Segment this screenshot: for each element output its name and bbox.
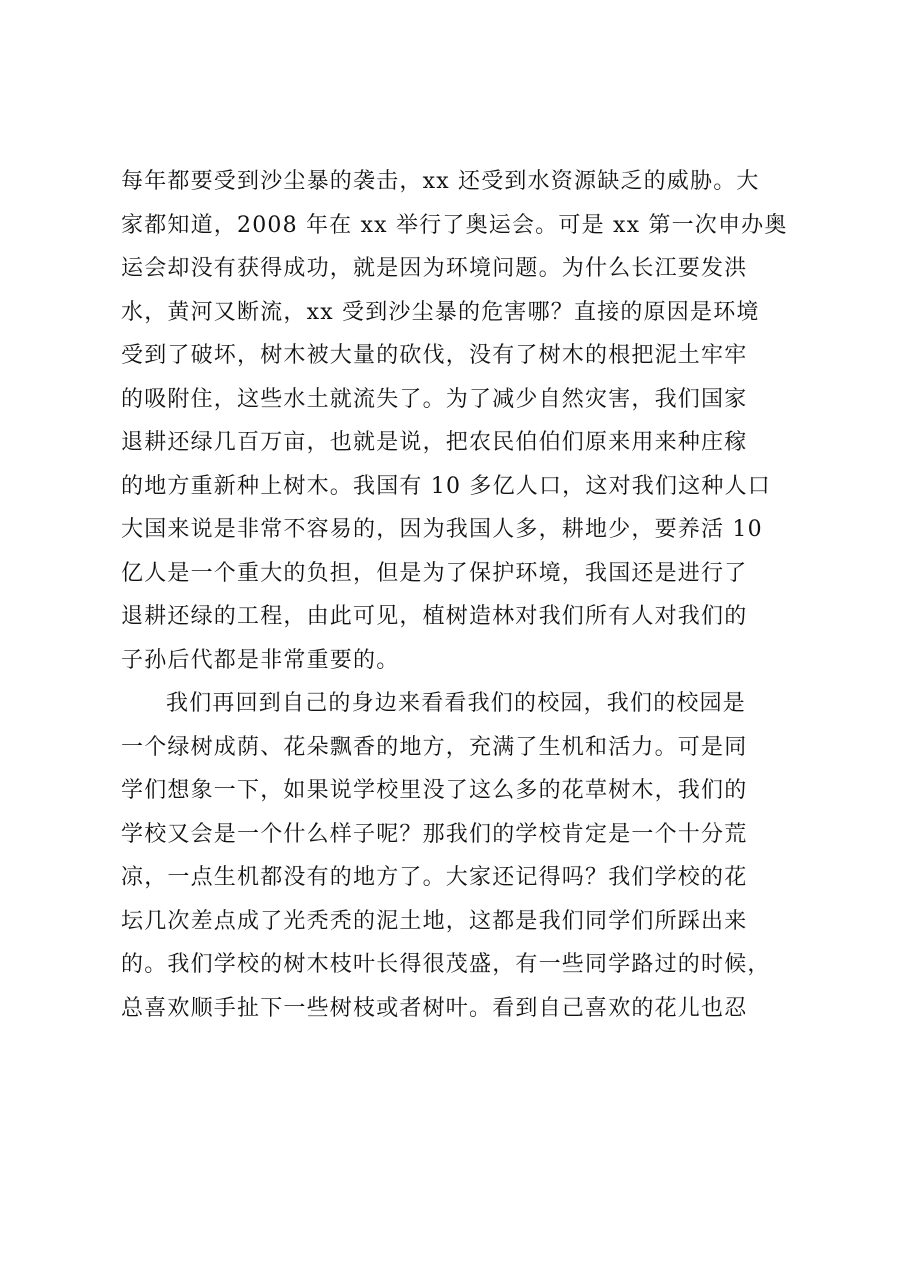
document-body (121, 160, 801, 1030)
text-line: 家都知道，2008 年在 xx 举行了奥运会。可是 xx 第一次申办奥 (121, 212, 788, 238)
text-line: 运会却没有获得成功，就是因为环境问题。为什么长江要发洪 (121, 256, 748, 281)
text-line: 学校又会是一个什么样子呢？那我们的学校肯定是一个十分荒 (121, 821, 748, 847)
text-line: 受到了破坏，树木被大量的砍伐，没有了树木的根把泥土牢牢 (121, 343, 748, 368)
text-line: 退耕还绿几百万亩，也就是说，把农民伯伯们原来用来种庄稼 (121, 430, 748, 455)
text-line: 的地方重新种上树木。我国有 10 多亿人口，这对我们这种人口 (121, 473, 771, 499)
text-line: 退耕还绿的工程，由此可见，植树造林对我们所有人对我们的 (121, 604, 748, 629)
text-line: 每年都要受到沙尘暴的袭击，xx 还受到水资源缺乏的威胁。大 (121, 169, 760, 194)
text-line: 凉，一点生机都没有的地方了。大家还记得吗？我们学校的花 (121, 865, 748, 890)
text-line: 子孙后代都是非常重要的。 (121, 647, 400, 673)
paragraph-1 (121, 160, 801, 682)
text-line: 我们再回到自己的身边来看看我们的校园，我们的校园是 (166, 691, 747, 716)
text-line: 的。我们学校的树木枝叶长得很茂盛，有一些同学路过的时候， (121, 952, 771, 977)
text-line: 亿人是一个重大的负担，但是为了保护环境，我国还是进行了 (121, 560, 748, 586)
text-line: 学们想象一下，如果说学校里没了这么多的花草树木，我们的 (121, 778, 748, 803)
text-line: 的吸附住，这些水土就流失了。为了减少自然灾害，我们国家 (121, 386, 748, 412)
text-line: 水，黄河又断流，xx 受到沙尘暴的危害哪？直接的原因是环境 (121, 299, 760, 325)
text-line: 大国来说是非常不容易的，因为我国人多，耕地少，要养活 10 (121, 517, 763, 542)
paragraph-2 (121, 682, 801, 1030)
text-line: 一个绿树成荫、花朵飘香的地方，充满了生机和活力。可是同 (121, 734, 748, 760)
text-line: 总喜欢顺手扯下一些树枝或者树叶。看到自己喜欢的花儿也忍 (121, 995, 748, 1021)
text-line: 坛几次差点成了光秃秃的泥土地，这都是我们同学们所踩出来 (121, 908, 748, 934)
